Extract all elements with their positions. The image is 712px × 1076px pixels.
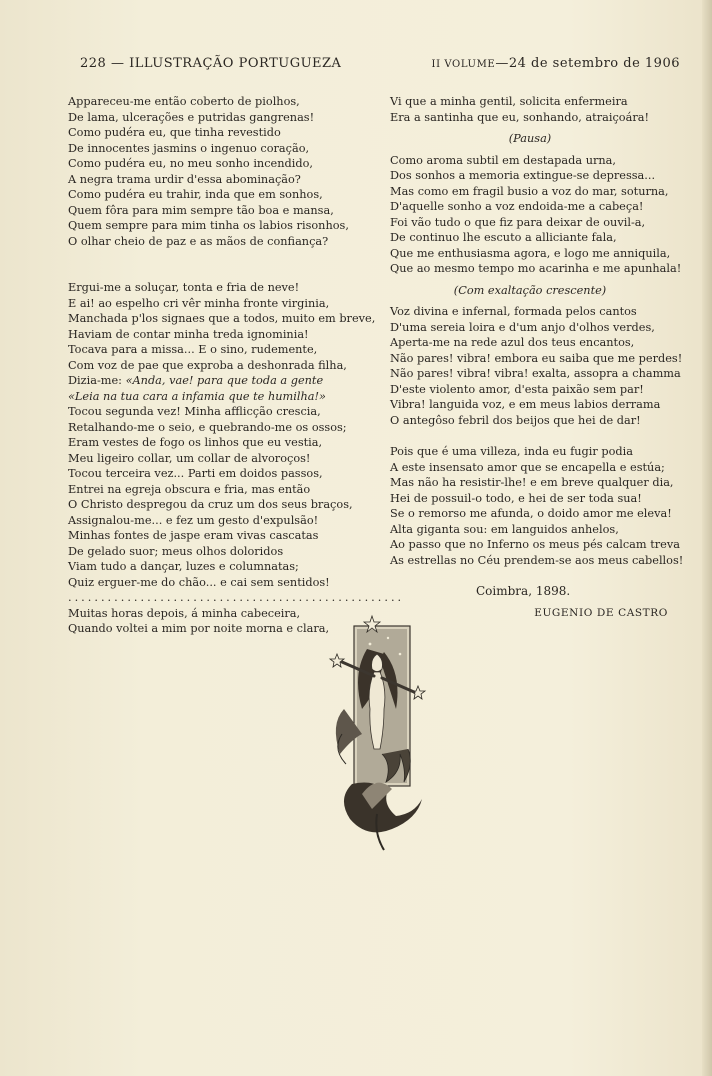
header-date <box>432 56 680 71</box>
allegorical-woman-with-stars-vignette-icon <box>322 614 432 854</box>
poem-line: E ai! ao espelho cri vêr minha fronte virginia, <box>68 296 330 310</box>
page-header <box>80 56 680 76</box>
poem-line: De continuo lhe escuto a alliciante fala, <box>390 231 617 244</box>
poem-line: O antegôso febril dos beijos que hei de dar! <box>390 413 641 427</box>
poem-line: Tocava para a missa... E o sino, rudemente, <box>68 343 318 356</box>
poem-line: Tocou segunda vez! Minha afflicção crescia, <box>68 405 321 418</box>
poem-line: Pois que é uma villeza, inda eu fugir podia <box>390 445 633 458</box>
poem-quote: «Anda, vae! para que toda a gente <box>125 374 324 387</box>
poem-line: D'uma sereia loira e d'um anjo d'olhos verdes, <box>390 320 655 334</box>
poem-line: A negra trama urdir d'essa abominação? <box>68 172 301 186</box>
poem-line: Que me enthusiasma agora, e logo me anniquila, <box>390 246 671 260</box>
poem-line: Como pudéra eu, que tinha revestido <box>68 126 281 139</box>
poem-line: D'este violento amor, d'esta paixão sem par! <box>390 382 644 396</box>
left-column <box>68 94 405 637</box>
poem-line: Retalhando-me o seio, e quebrando-me os ossos; <box>68 420 347 434</box>
poem-line: Como pudéra eu, no meu sonho incendido, <box>68 157 313 170</box>
poem-line: De gelado suor; meus olhos doloridos <box>68 544 284 558</box>
place-date: Coimbra, 1898. <box>476 584 571 598</box>
poem-line: Aperta-me na rede azul dos teus encantos, <box>390 336 635 349</box>
poem-line: Appareceu-me então coberto de piolhos, <box>68 95 300 108</box>
poem-line: Com voz de pae que exproba a deshonrada filha, <box>68 358 347 372</box>
poem-quote: «Leia na tua cara a infamia que te humilha!» <box>68 389 326 403</box>
poem-line: Dos sonhos a memoria extingue-se depressa... <box>390 169 656 182</box>
header-title: 228 — ILLUSTRAÇÃO PORTUGUEZA <box>80 56 342 71</box>
poem-line: Se o remorso me afunda, o doido amor me eleva! <box>390 507 672 520</box>
poem-line: De lama, ulcerações e putridas gangrenas! <box>68 110 315 124</box>
poem-line: D'aquelle sonho a voz endoida-me a cabeça! <box>390 200 644 213</box>
poem-text: Dizia-me: <box>68 374 122 387</box>
poem-line: Muitas horas depois, á minha cabeceira, <box>68 606 301 620</box>
poem-line: Como pudéra eu trahir, inda que em sonhos, <box>68 188 323 201</box>
poem-line: Entrei na egreja obscura e fria, mas então <box>68 482 311 496</box>
stage-direction: (Com exaltação crescente) <box>453 283 607 297</box>
poem-line: Vi que a minha gentil, solicita enfermeira <box>390 95 628 108</box>
poem-line: Quando voltei a mim por noite morna e clara, <box>68 622 330 635</box>
poem-line: A este insensato amor que se encapella e estúa; <box>390 460 665 474</box>
poem-line: Alta giganta sou: em languidos anhelos, <box>390 522 619 536</box>
header-date-text: —24 de setembro de 1906 <box>495 56 680 71</box>
poem-line: O olhar cheio de paz e as mãos de confiança? <box>68 234 329 248</box>
stage-direction: (Pausa) <box>508 132 552 145</box>
poem-line: Não pares! vibra! vibra! exalta, assopra a chamma <box>390 367 681 380</box>
header-volume: II VOLUME <box>431 59 496 70</box>
poem-line: Voz divina e infernal, formada pelos cantos <box>390 305 637 318</box>
poem-line: Assignalou-me... e fez um gesto d'expulsão! <box>68 513 319 527</box>
poem-line: Quiz erguer-me do chão... e cai sem sentidos! <box>68 575 330 589</box>
poem-line: De innocentes jasmins o ingenuo coração, <box>68 141 310 155</box>
poem-line: As estrellas no Céu prendem-se aos meus cabellos! <box>390 553 684 567</box>
poem-line: Quem fôra para mim sempre tão boa e mansa, <box>68 203 334 217</box>
poem-line: Meu ligeiro collar, um collar de alvoroços! <box>68 451 311 465</box>
poem-line: Como aroma subtil em destapada urna, <box>390 153 616 167</box>
poem-line: Ao passo que no Inferno os meus pés calcam treva <box>390 538 680 551</box>
author-signature: EUGENIO DE CASTRO <box>534 606 668 619</box>
poem-line: Viam tudo a dançar, luzes e columnatas; <box>68 560 299 573</box>
poem-line: Foi vão tudo o que fiz para deixar de ouvil-a, <box>390 215 646 229</box>
poem-line: Quem sempre para mim tinha os labios risonhos, <box>68 219 349 232</box>
poem-line: Que ao mesmo tempo mo acarinha e me apunhala! <box>390 262 682 275</box>
poem-line: Eram vestes de fogo os linhos que eu vestia, <box>68 436 323 449</box>
poem-line <box>68 373 356 389</box>
dotted-separator: ................................................... <box>68 591 405 604</box>
poem-line: Minhas fontes de jaspe eram vivas cascatas <box>68 529 319 542</box>
poem-line: Hei de possuil-o todo, e hei de ser toda sua! <box>390 491 642 505</box>
poem-line: Ergui-me a soluçar, tonta e fria de neve! <box>68 281 300 294</box>
poem-line: Tocou terceira vez... Parti em doidos passos, <box>68 467 323 480</box>
poem-line: Era a santinha que eu, sonhando, atraiçoára! <box>390 110 650 124</box>
right-column <box>390 94 684 621</box>
poem-line: Não pares! vibra! embora eu saiba que me perdes! <box>390 351 683 365</box>
page-edge <box>702 0 712 1076</box>
poem-line: Manchada p'los signaes que a todos, muito em breve, <box>68 312 376 325</box>
poem-line: Haviam de contar minha treda ignominia! <box>68 327 309 341</box>
poem-line: Mas como em fragil busio a voz do mar, soturna, <box>390 184 669 198</box>
poem-line: O Christo despregou da cruz um dos seus braços, <box>68 498 353 511</box>
poem-line: Vibra! languida voz, e em meus labios derrama <box>390 398 661 411</box>
poem-line: Mas não ha resistir-lhe! e em breve qualquer dia, <box>390 476 674 489</box>
